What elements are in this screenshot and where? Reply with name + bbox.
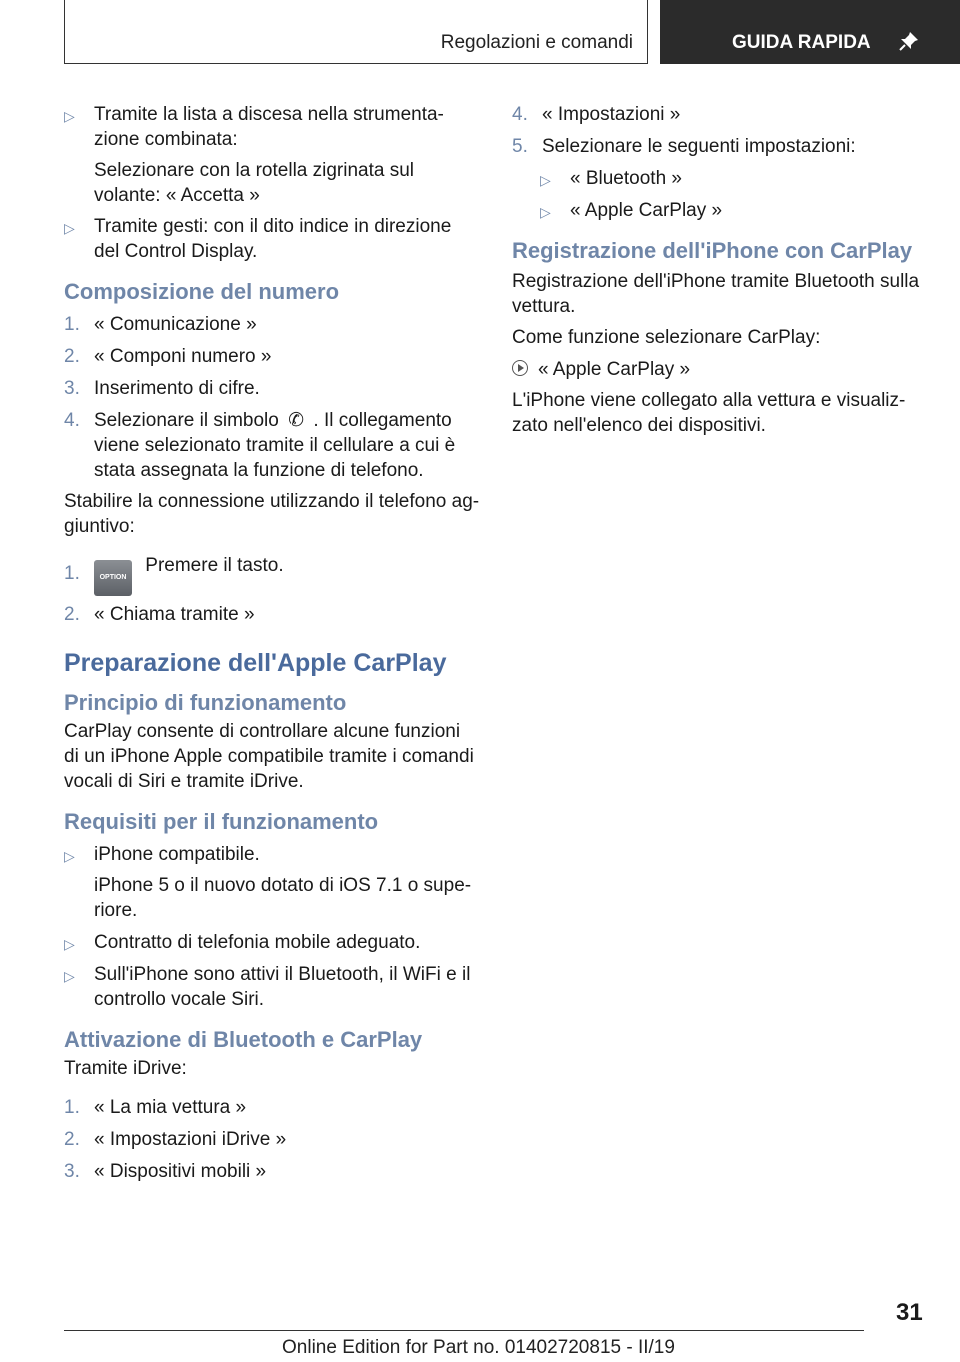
- triangle-bullet-icon: ▷: [540, 172, 551, 188]
- heading-dial: Composizione del numero: [64, 279, 340, 304]
- guide-tab-label: GUIDA RAPIDA: [732, 32, 871, 53]
- carplay-item: « Apple CarPlay »: [512, 357, 928, 382]
- step-1: 1. « Comunicazione »: [64, 314, 257, 335]
- triangle-bullet-icon: ▷: [540, 204, 551, 220]
- paragraph: CarPlay consente di controllare alcune funzioni di un iPhone Apple compatibile tramite i comandi vocali di Siri e tramite iDrive.: [64, 721, 474, 792]
- step-3: 3. « Dispositivi mobili »: [64, 1161, 267, 1182]
- step-5: 5. Selezionare le seguenti impostazioni:: [512, 136, 856, 157]
- list-item: ▷ Contratto di telefonia mobile adeguato.: [64, 930, 480, 955]
- heading-requirements: Requisiti per il funzionamento: [64, 809, 379, 834]
- paragraph: L'iPhone viene collegato alla vettura e visualiz-zato nell'elenco dei dispositivi.: [512, 390, 906, 436]
- step-1: 1. « La mia vettura »: [64, 1097, 247, 1118]
- header-section: [64, 0, 648, 64]
- list-item: ▷ Sull'iPhone sono attivi il Bluetooth, il WiFi e il controllo vocale Siri.: [64, 964, 471, 1010]
- list-item-detail: iPhone 5 o il nuovo dotato di iOS 7.1 o supe-riore.: [94, 875, 472, 921]
- pin-icon: [898, 30, 920, 52]
- heading-registration: Registrazione dell'iPhone con CarPlay: [512, 238, 913, 263]
- triangle-bullet-icon: ▷: [64, 108, 75, 124]
- paragraph: Tramite iDrive:: [64, 1058, 187, 1079]
- heading-carplay-prep: Preparazione dell'Apple CarPlay: [64, 649, 447, 677]
- list-item: ▷ iPhone compatibile.: [64, 842, 480, 867]
- sub-list-item: ▷ « Apple CarPlay »: [512, 198, 928, 223]
- footer-edition: Online Edition for Part no. 01402720815 - II/19: [282, 1337, 675, 1358]
- page-number: 31: [896, 1299, 923, 1326]
- section-title: Regolazioni e comandi: [440, 32, 633, 53]
- triangle-bullet-icon: ▷: [64, 968, 75, 984]
- paragraph: Come funzione selezionare CarPlay:: [512, 327, 821, 348]
- left-column: [64, 102, 480, 1184]
- sub-list-item: ▷ « Bluetooth »: [512, 166, 928, 191]
- paragraph: Registrazione dell'iPhone tramite Bluetooth sulla vettura.: [512, 271, 920, 317]
- right-column: [512, 102, 928, 438]
- step-2: 2. « Impostazioni iDrive »: [64, 1129, 287, 1150]
- step-2: 2. « Componi numero »: [64, 346, 272, 367]
- step-2: 2. « Chiama tramite »: [64, 604, 255, 625]
- triangle-bullet-icon: ▷: [64, 936, 75, 952]
- play-circle-icon: [512, 360, 528, 376]
- list-item-detail: Selezionare con la rotella zigrinata sul volante: « Accetta »: [94, 160, 415, 206]
- heading-activation: Attivazione di Bluetooth e CarPlay: [64, 1027, 423, 1052]
- list-item: ▷ Tramite la lista a discesa nella strumenta-zione combinata:: [64, 104, 444, 150]
- heading-principle: Principio di funzionamento: [64, 690, 347, 715]
- triangle-bullet-icon: ▷: [64, 220, 75, 236]
- guide-tab[interactable]: [660, 0, 960, 64]
- step-4: 4. Selezionare il simbolo ✆ . Il collegamento viene selezionato tramite il cellulare a cui è stata assegnata la funzione di telefono.: [64, 410, 456, 481]
- triangle-bullet-icon: ▷: [64, 848, 75, 864]
- step-1: 1. OPTION Premere il tasto.: [64, 553, 480, 596]
- paragraph: Stabilire la connessione utilizzando il telefono ag-giuntivo:: [64, 491, 480, 537]
- footer-divider: [64, 1330, 864, 1331]
- step-3: 3. Inserimento di cifre.: [64, 378, 260, 399]
- phone-icon: ✆: [288, 410, 305, 431]
- option-button-icon: OPTION: [94, 560, 132, 596]
- step-4: 4. « Impostazioni »: [512, 104, 681, 125]
- list-item: ▷ Tramite gesti: con il dito indice in direzione del Control Display.: [64, 216, 452, 262]
